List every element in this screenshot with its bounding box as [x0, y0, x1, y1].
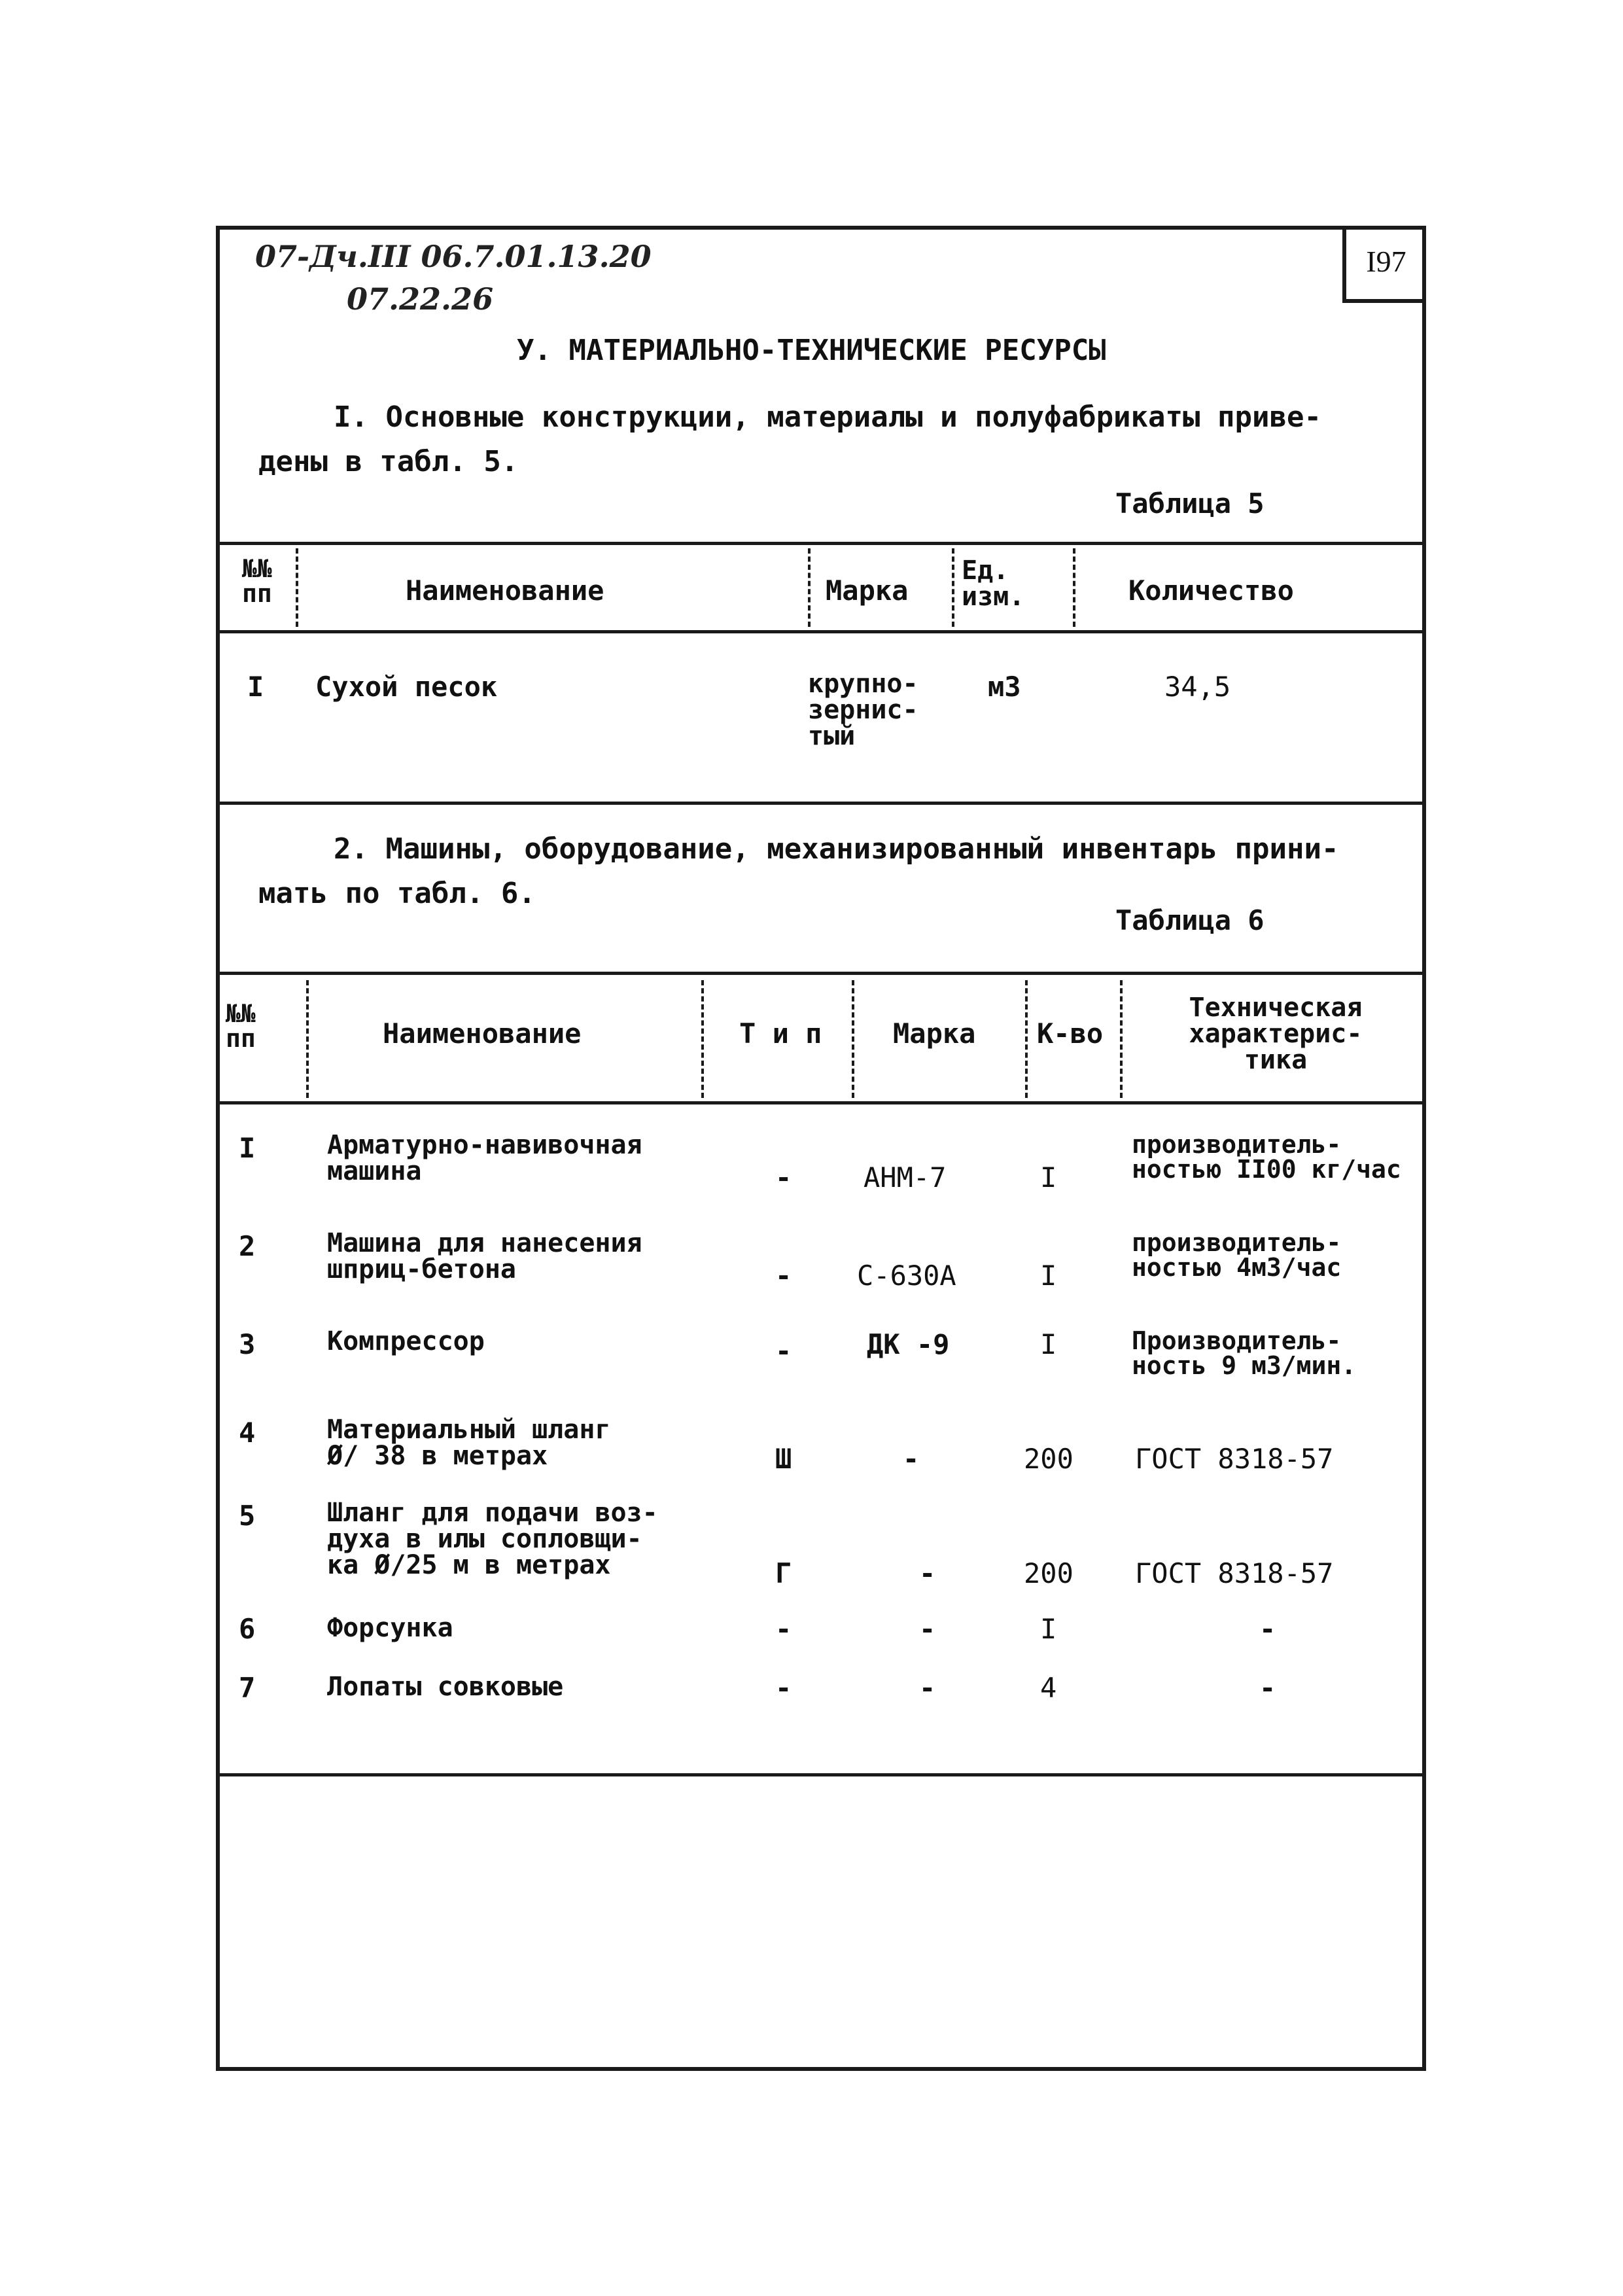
table6-col-divider: [701, 980, 704, 1098]
row-qty: 4: [1040, 1672, 1057, 1704]
table6-caption: Таблица 6: [1115, 904, 1265, 936]
row-num: 6: [239, 1613, 256, 1645]
table6-header-type: Т и п: [739, 1017, 822, 1050]
para2-line2: мать по табл. 6.: [258, 877, 536, 910]
row-tech: ГОСТ 8318-57: [1135, 1443, 1334, 1475]
row-mark: -: [903, 1443, 920, 1475]
row-qty: 200: [1024, 1443, 1073, 1475]
para2-line1: 2. Машины, оборудование, механизированный инвентарь прини-: [334, 832, 1339, 866]
table6-top-rule: [220, 972, 1422, 975]
row-tech: Производитель- ность 9 м3/мин.: [1132, 1326, 1357, 1380]
table6-header-qty: К-во: [1037, 1017, 1104, 1050]
row-tech: -: [1259, 1672, 1276, 1704]
table5-row-qty: 34,5: [1164, 671, 1231, 703]
table5-top-rule: [220, 542, 1422, 545]
row-name: Форсунка: [327, 1613, 453, 1643]
para1-line2: дены в табл. 5.: [258, 445, 519, 478]
table5-col-divider: [808, 548, 811, 627]
row-name: Компрессор: [327, 1326, 485, 1356]
table6-col-divider: [306, 980, 309, 1098]
row-tech: ГОСТ 8318-57: [1135, 1557, 1334, 1589]
table5-header-num: №№ пп: [242, 554, 272, 608]
row-name: Арматурно-навивочная машина: [327, 1130, 642, 1186]
row-name: Шланг для подачи воз- духа в илы сопловщи- ка Ø/25 м в метрах: [327, 1498, 658, 1580]
row-name: Лопаты совковые: [327, 1672, 564, 1702]
row-qty: I: [1040, 1161, 1057, 1193]
handwritten-code-line1: 07-Дч.III 06.7.01.13.20: [255, 239, 652, 274]
row-mark: -: [919, 1672, 936, 1704]
table5-bottom-rule: [220, 802, 1422, 805]
row-mark: ДК -9: [867, 1328, 950, 1360]
table5-header-qty: Количество: [1128, 574, 1294, 607]
row-name: Машина для нанесения шприц-бетона: [327, 1228, 642, 1284]
row-name: Материальный шланг Ø/ 38 в метрах: [327, 1415, 611, 1471]
row-mark: АНМ-7: [864, 1161, 947, 1193]
table5-header-rule: [220, 630, 1422, 633]
table6-header-mark: Марка: [893, 1017, 976, 1050]
table6-header-tech: Техническая характерис- тика: [1189, 993, 1363, 1075]
table6-header-rule: [220, 1101, 1422, 1104]
table5-row-unit: м3: [988, 671, 1021, 703]
row-num: 3: [239, 1328, 256, 1360]
row-mark: -: [919, 1613, 936, 1645]
row-qty: I: [1040, 1260, 1057, 1292]
row-qty: 200: [1024, 1557, 1073, 1589]
row-qty: I: [1040, 1328, 1057, 1360]
row-type: -: [775, 1161, 792, 1193]
row-num: 2: [239, 1230, 256, 1262]
table6-col-divider: [1025, 980, 1028, 1098]
table5-row-num: I: [247, 671, 264, 703]
section-title: У. МАТЕРИАЛЬНО-ТЕХНИЧЕСКИЕ РЕСУРСЫ: [517, 334, 1106, 367]
row-tech: -: [1259, 1613, 1276, 1645]
table6-col-divider: [852, 980, 854, 1098]
page-number: I97: [1342, 226, 1426, 303]
table5-col-divider: [952, 548, 954, 627]
row-type: -: [775, 1672, 792, 1704]
table6-col-divider: [1120, 980, 1123, 1098]
row-qty: I: [1040, 1613, 1057, 1645]
row-type: Г: [775, 1557, 792, 1589]
table5-header-mark: Марка: [826, 574, 909, 607]
table5-row-mark: крупно- зернис- тый: [808, 669, 918, 751]
handwritten-code-line2: 07.22.26: [347, 281, 494, 317]
row-tech: производитель- ностью 4м3/час: [1132, 1228, 1342, 1282]
table5-caption: Таблица 5: [1115, 487, 1265, 520]
table5-col-divider: [1073, 548, 1075, 627]
table6-bottom-rule: [220, 1773, 1422, 1776]
table5-header-unit: Ед. изм.: [962, 556, 1025, 612]
table5-col-divider: [296, 548, 298, 627]
table6-header-num: №№ пп: [226, 999, 256, 1053]
row-num: 7: [239, 1672, 256, 1704]
para1-line1: I. Основные конструкции, материалы и полуфабрикаты приве-: [334, 400, 1321, 434]
table5-header-name: Наименование: [406, 574, 604, 607]
table6-header-name: Наименование: [383, 1017, 582, 1050]
row-type: Ш: [775, 1443, 792, 1475]
row-mark: С-630А: [857, 1260, 956, 1292]
row-num: I: [239, 1132, 256, 1164]
row-num: 4: [239, 1417, 256, 1449]
row-num: 5: [239, 1500, 256, 1532]
row-type: -: [775, 1613, 792, 1645]
row-type: -: [775, 1260, 792, 1292]
row-type: -: [775, 1335, 792, 1367]
row-mark: -: [919, 1557, 936, 1589]
table5-row-name: Сухой песок: [315, 671, 498, 703]
row-tech: производитель- ностью II00 кг/час: [1132, 1130, 1401, 1184]
